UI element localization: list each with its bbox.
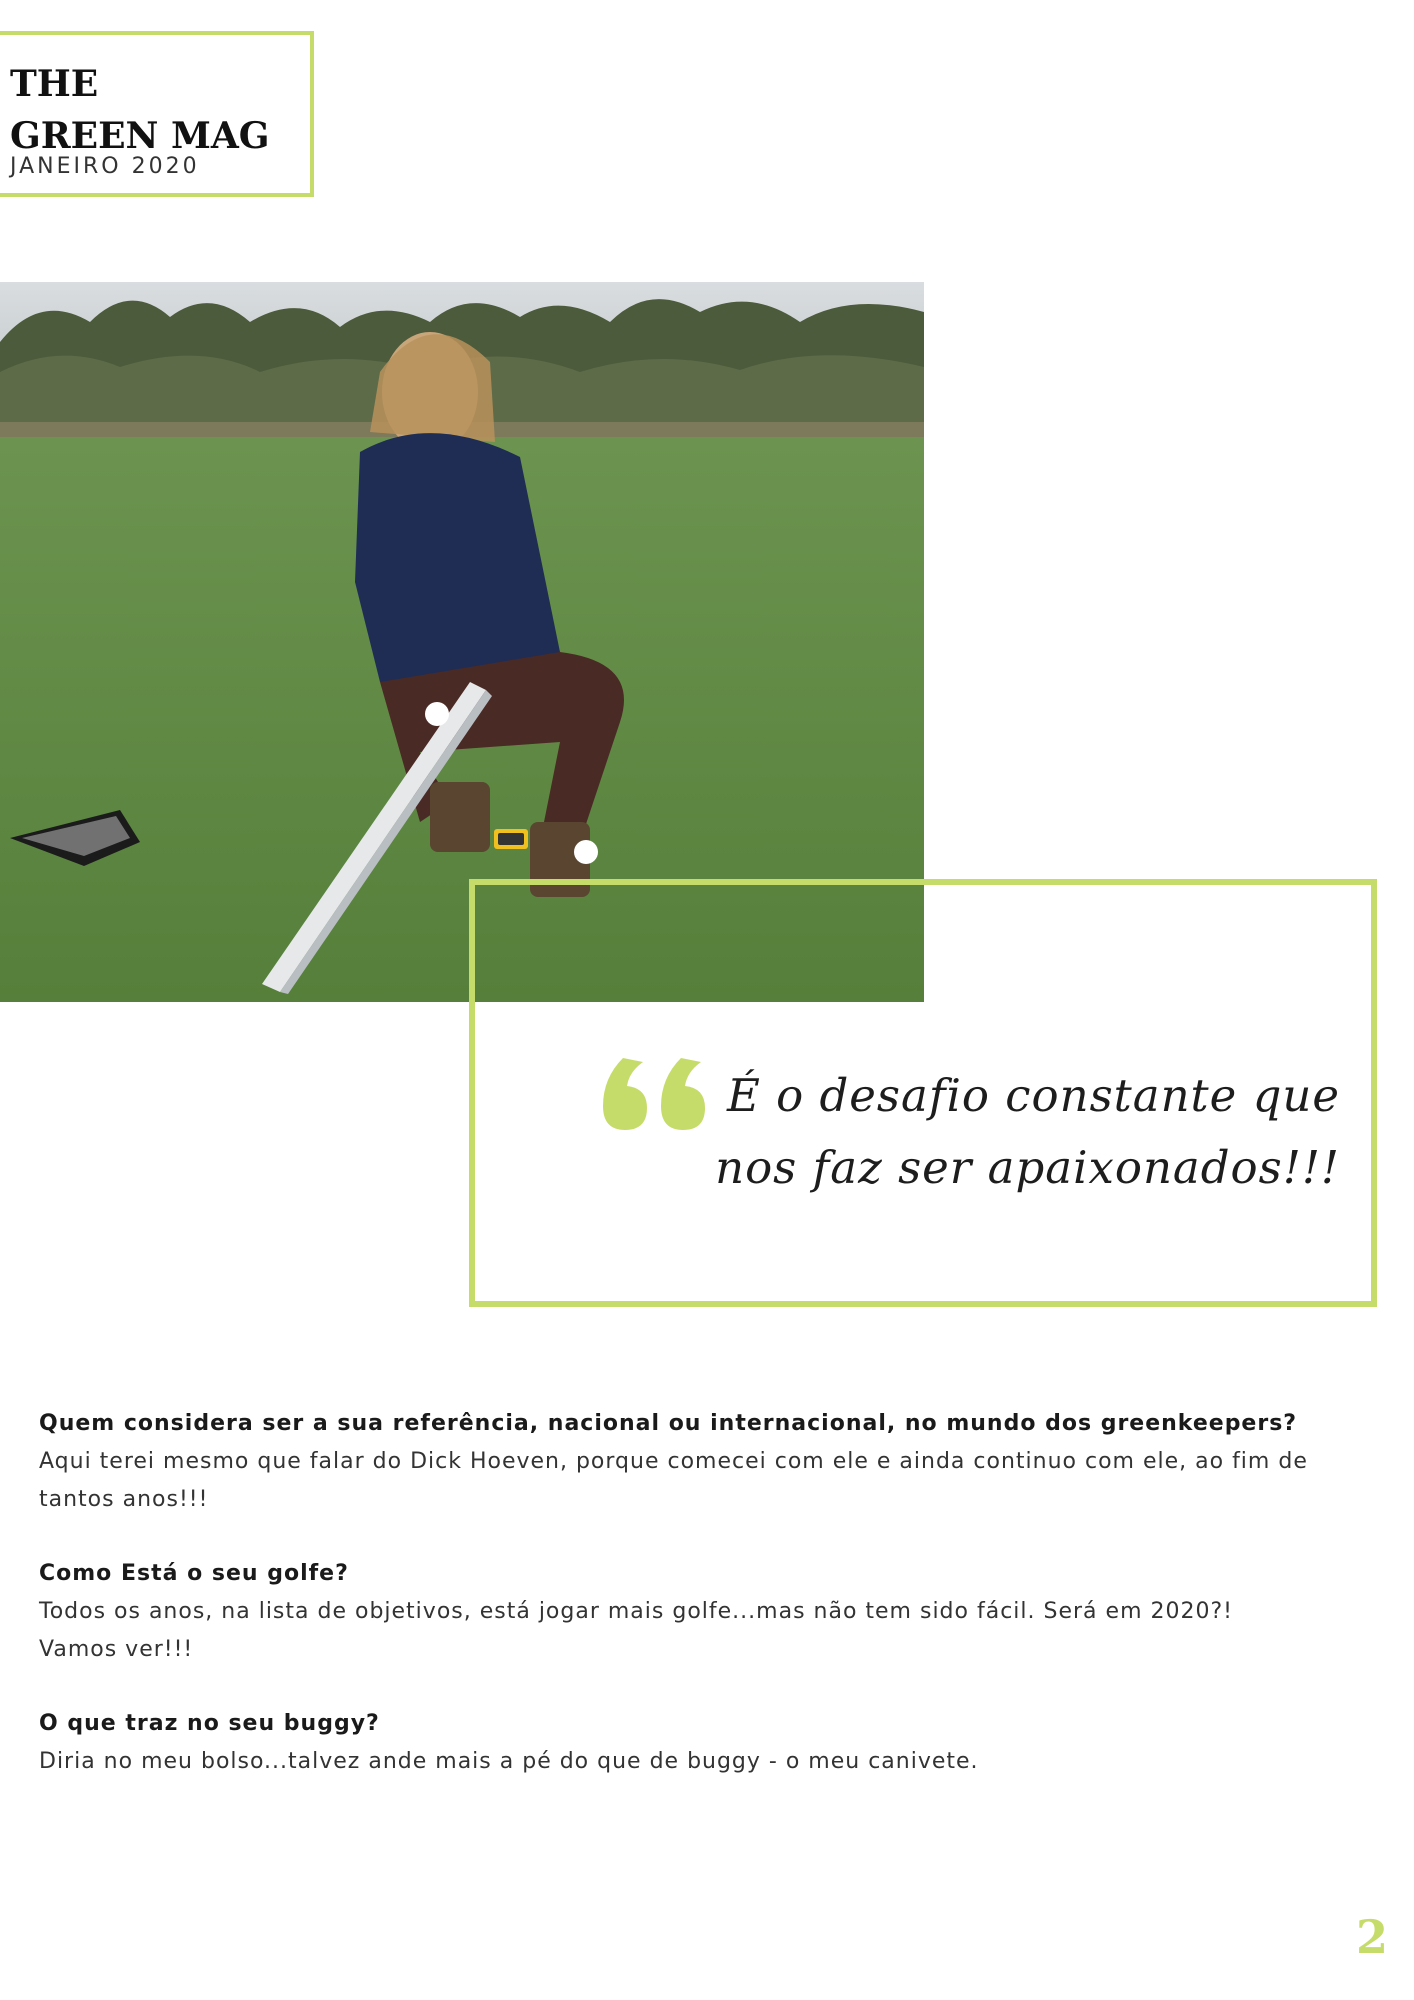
interview-item xyxy=(39,1405,1369,1519)
interview-item xyxy=(39,1555,1369,1669)
interview-question: Quem considera ser a sua referência, nacional ou internacional, no mundo dos greenkeepers? xyxy=(39,1411,1298,1436)
pull-quote-text xyxy=(700,1060,1340,1204)
interview-question: O que traz no seu buggy? xyxy=(39,1711,380,1736)
page-number: 2 xyxy=(1355,1910,1388,1964)
interview-question: Como Está o seu golfe? xyxy=(39,1561,349,1586)
interview-answer: Diria no meu bolso...talvez ande mais a pé do que de buggy - o meu canivete. xyxy=(39,1749,979,1774)
pull-quote-line1: É o desafio constante que xyxy=(726,1069,1340,1122)
magazine-title xyxy=(10,58,310,162)
interview-answer: Todos os anos, na lista de objetivos, está jogar mais golfe...mas não tem sido fácil. Será em 2020?! Vamos ver!!! xyxy=(39,1599,1233,1662)
interview-section xyxy=(39,1405,1369,1817)
interview-item xyxy=(39,1705,1369,1781)
pull-quote-line2: nos faz ser apaixonados!!! xyxy=(715,1141,1340,1194)
magazine-title-line2: GREEN MAG xyxy=(10,115,270,157)
magazine-title-line1: THE xyxy=(10,63,99,105)
quote-mark-icon xyxy=(603,1048,707,1132)
interview-answer: Aqui terei mesmo que falar do Dick Hoeven, porque comecei com ele e ainda continuo com ele, ao fim de tantos anos!!! xyxy=(39,1449,1308,1512)
issue-date: JANEIRO 2020 xyxy=(10,154,200,179)
